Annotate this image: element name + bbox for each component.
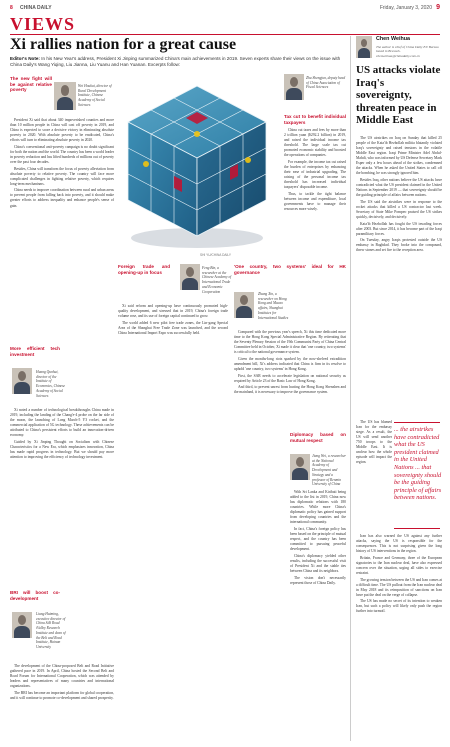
avatar-wei-houkai [54,82,76,110]
article-tax-subhead: Tax cut to benefit individual taxpayers [284,114,346,125]
opinion-body-col2: The US has blamed Iran for the embassy siege. As a result, the US will send another 750 troops to the Middle East. It is unclear how the whole episode will impact the region. [356,420,392,465]
article-bri-body: The development of the China-proposed Belt and Road Initiative gathered pace in 2019. In April, China hosted the Second Belt and Road Forum for International Cooperation, which was attended by leaders and representatives of many countries and international organizations. The BRI has become an important platform for global cooperation, and it will continue to promote co-development and shared prosperity. [10,664,114,700]
article-tech-subhead: More efficient tech investment [10,346,60,357]
article-hk [234,262,346,284]
avatar-zhang-xin [234,292,254,318]
article-bri [10,588,60,608]
page-headline: Xi rallies nation for a great cause [10,36,237,53]
opinion-author-bio: The author is chief of China Daily EU Bureau based in Brussels. chenweihua@chinadaily.com.cn [376,45,439,58]
author-bio-diplomacy: Jiang Wei, a researcher at the National Academy of Development and Strategy and a professor of Renmin University of China [312,454,346,487]
article-hk-body: Compared with the previous year's speech, Xi this time dedicated more time to the Hong Kong Special Administrative Region. By reiterating that the Seventy Plenary Session of the 19th Communist Party of China Central Committee held in October, Xi made it clear that 'one country, two systems' is critical to the national governance system. Given the months-long riots sparked by the now-shelved extradition amendment bill, Xi's address indicated that China is firm in its resolve to uphold 'one country, two systems' in Hong Kong. First, the SAR needs to accelerate legislation on national security as required by Article 23 of the Basic Law of Hong Kong. And third, to prevent unrest from hurting the Hong Kong Shenzhen and the mainland, it is necessary to improve the governance system. [234,330,346,395]
opinion-body-col1: The US airstrikes on Iraq on Sunday that killed 25 people of the Kata'ib Hezbollah militia blatantly violated Iraq's sovereignty and raised tensions in the volatile Middle East region. Iraqi Prime Minister Adel Abdul-Mahdi, who was informed by US Defense Secretary Mark Esper only a few hours ahead of the strikes, condemned the attacks. When he asked the United States to call off the bombing, he was strongly ignored him. Besides Iraq, other nations believe the US attacks have contradicted what the US president claimed in the United Nations in September 2019 — that sovereignty should be the guiding principle of affairs between nations. The US said the airstrikes were in response to the rocket attacks that killed a US contractor last week. Secretary of State Mike Pompeo praised the US strikes quickly, decisively, and decisively. Kata'ib Hezbollah has fought the US invading forces after 2003. But since 2014, it has become part of the Iraqi paramilitary forces. On Tuesday, angry Iraqis protested outside the US embassy in Baghdad. They broke into the compound, threw stones and set fire to the reception area. [356,136,442,253]
page-number-right: 9 [436,4,440,11]
cube-illustration [116,72,278,252]
opinion-headline: US attacks violate Iraq's sovereignty, threaten peace in Middle East [356,64,441,126]
avatar-huang-qunhui [12,368,32,394]
article-trade-body: Xi said reform and opening-up have continuously promoted high-quality development, and stressed that in 2019, China's foreign trade volume rose, and its use of foreign capital continued to grow. The world added 6 new pilot free trade zones, the Lin-gang Special Area of the Shanghai Free Trade Zone was launched, and the second China International Import Expo was successfully held. [118,304,228,335]
opinion-body-col3: Iran has also warned the US against any further attacks, saying the US is responsible for the consequences. This is not surprising given the long history of US interventions in the region. Britain, France and Germany, three of the European signatories to the Iran nuclear deal, have also expressed concern over the situation, urging all sides to exercise restraint. The growing tension between the US and Iran comes at a difficult time. The US pullout from the Iran nuclear deal in May 2018 and its reimposition of sanctions on Iran have put the deal on the verge of collapse. The US has made no secret of its intention to weaken Iran, but such a policy will likely only push the region further into turmoil. [356,534,442,614]
article-poverty-body: President Xi said that about 340 impoverished counties and more than 10 million people in China will cast off poverty in 2019, and China is expected to score a decisive victory in eliminating absolute poverty in 2020. With absolute poverty to be eradicated, China's efforts will turn to eliminating absolute poverty in 2020. China's conventional anti-poverty campaign is no doubt significant for both the nation and the world. The country has been a world leader in poverty reduction and has lifted hundreds of millions out of poverty over the past four decades. Besides, China will transform the focus of poverty alleviation from absolute poverty to relative poverty. The country will face more complicated challenges in fighting relative poverty, which requires long-term mechanisms. China needs to improve coordination between rural and urban areas to prevent people from falling back into poverty, and it should make greater efforts to address inequality and enhance people's sense of gain. [10,118,114,208]
column-separator [350,36,351,741]
article-diplomacy [290,430,346,450]
masthead [10,3,440,13]
author-bio-tax: Zhu Shengjun, deputy head of China Association of Fiscal Sciences [306,76,346,90]
article-diplomacy-body: With Sri Lanka and Kiribati being added to the list in 2019, China now has diplomatic relations with 180 countries. While more China's diplomatic policy has gained support from developing countries and the international community. In fact, China's foreign policy has been based on the principle of mutual respect, and the country has been committed to pursuing peaceful development. China's diplomacy yielded other results, including the successful visit of President Xi and the stable ties between China and its neighbors. The vision don't necessarily represent those of China Daily. [290,490,346,585]
issue-date: Friday, January 3, 2020 [379,5,432,11]
article-tech-body: Xi noted a number of technological breakthroughs China made in 2019, including the landing of the Chang'e-4 probe on the far side of the moon, the launching of Long March-5 Y3 rocket, and the commercial application of 5G technology. These achievements can be attributed to China's persistent efforts to build an innovation-driven economy. Guided by Xi Jinping Thought on Socialism with Chinese Characteristics for a New Era, which emphasizes innovation, China has made rapid progress in technology. But we should pay more attention to improving the efficiency of technology investment. [10,408,114,460]
avatar-liang-haiming [12,612,32,638]
editors-note-lead: Editor's Note: [10,56,40,61]
opinion-pullquote: ... the airstrikes have contradicted what the US president claimed in the United Nations ... that sovereignty should be the guiding principle of affairs between nations. [394,426,442,502]
avatar-jiang-wei [290,454,310,480]
avatar-feng-bin [180,264,200,290]
section-rule [10,34,440,35]
author-bio-bri: Liang Haiming, executive director of China Silk Road iValley Research Institute and dean of the Belt and Road Institute, Hainan University [36,612,66,649]
article-hk-subhead: 'One country, two systems' ideal for HK governance [234,264,346,275]
article-trade-subhead: Foreign trade and opening-up in focus [118,264,170,275]
article-trade [118,262,170,284]
publication-name: CHINA DAILY [20,5,52,11]
author-bio-trade: Feng Bin, a researcher at the Chinese Academy of International Trade and Economic Cooperation [202,266,232,294]
author-bio-tech: Huang Qunhui, director of the Institute of Economics, Chinese Academy of Social Sciences [36,370,66,398]
pullquote-rule-bottom [394,528,440,529]
article-tax: Tax cut to benefit individual taxpayers China cut taxes and fees by more than 2 trillion yuan ($292.2 billion) in 2019, and raised the individual income tax threshold. The large scale tax cut promoted economic stability and boosted the operations of companies. For example, the income tax cut raised the burden of enterprises by enhancing their ease of industrial upgrading. The raising of the personal income tax threshold has increased individual taxpayers' disposable income. Thus, to tackle the tight balance between income and expenditure, local governments have to manage their resources more wisely. [284,114,346,212]
page-number-left: 8 [10,5,13,11]
avatar-zhu-shengjun [284,74,304,100]
author-bio-poverty: Wei Houkai, director of Rural Development Institute, Chinese Academy of Social Sciences [78,84,112,107]
pullquote-rule-top [394,422,440,423]
illustration-rubiks-cube [116,72,278,252]
article-bri-subhead: BRI will boost co-development [10,590,60,601]
article-poverty-subhead: The new fight will be against relative poverty [10,76,52,93]
illustration-credit: SHI YU/CHINA DAILY [200,253,232,257]
editors-note [10,56,345,68]
article-diplomacy-subhead: Diplomacy based on mutual respect [290,432,346,443]
opinion-author: Chen Weihua [376,36,411,42]
avatar-chen-weihua [356,36,372,58]
editors-note-text: In his New Year's address, President Xi Jinping summarized China's main achievements in 2019. Seven experts share their views on the issue with China Daily's Wang Yiqing, Liu Jianna, Liu Yuanu and Han Yuanan. Excerpts follow: [10,56,341,67]
article-tech [10,344,60,364]
author-bio-hk: Zhang Xin, a researcher on Hong Kong and Macao affairs, Shanghai Institutes for International Studies [258,292,289,320]
section-title: VIEWS [10,14,76,34]
